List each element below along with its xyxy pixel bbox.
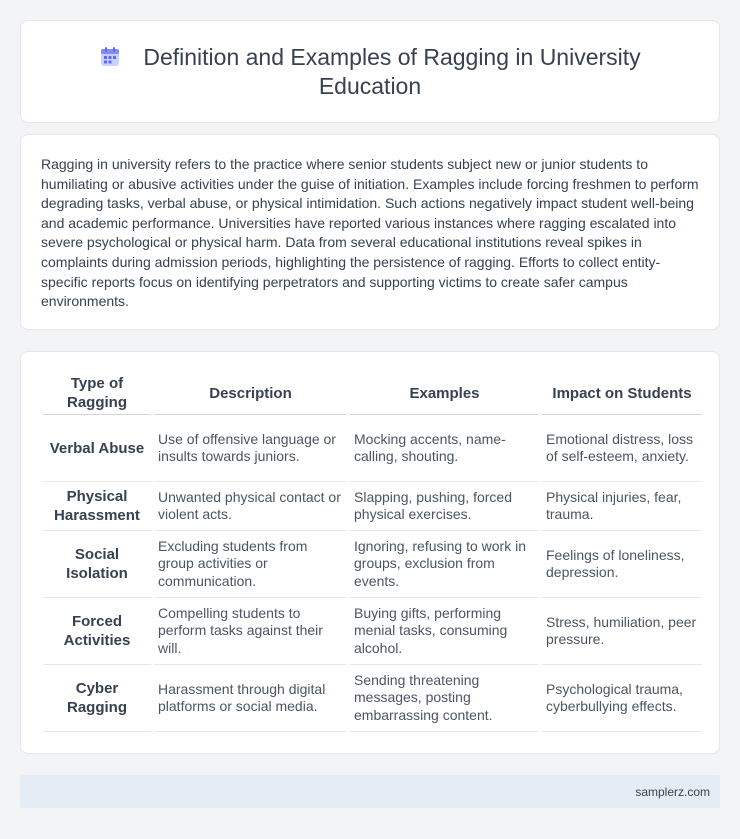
table-row: [43, 415, 702, 482]
table-card: [20, 351, 720, 754]
table-row: [43, 482, 702, 531]
page-title-text: Definition and Examples of Ragging in University Education: [143, 43, 641, 99]
description-cell: Excluding students from group activities or communication.: [154, 531, 347, 598]
column-header: Examples: [350, 372, 539, 415]
footer: [20, 775, 720, 808]
table-row: [43, 598, 702, 665]
table-row: [43, 665, 702, 732]
type-cell: Verbal Abuse: [43, 415, 151, 482]
title-card: [20, 20, 720, 123]
intro-card: [20, 134, 720, 330]
table-header-row: [43, 372, 702, 415]
examples-cell: Slapping, pushing, forced physical exercises.: [350, 482, 539, 531]
description-cell: Harassment through digital platforms or social media.: [154, 665, 347, 732]
ragging-table: [40, 372, 705, 732]
column-header: Description: [154, 372, 347, 415]
impact-cell: Stress, humiliation, peer pressure.: [542, 598, 702, 665]
table-row: [43, 531, 702, 598]
calendar-icon: [99, 46, 121, 68]
examples-cell: Sending threatening messages, posting embarrassing content.: [350, 665, 539, 732]
column-header: Impact on Students: [542, 372, 702, 415]
type-cell: Cyber Ragging: [43, 665, 151, 732]
intro-paragraph: Ragging in university refers to the practice where senior students subject new or junior students to humiliating or abusive activities under the guise of initiation. Examples include forcing freshmen to perform degrading tasks, verbal abuse, or physical intimidation. Such actions negatively impact student well-being and academic performance. Universities have reported various instances where ragging escalated into severe psychological or physical harm. Data from several educational institutions reveal spikes in complaints during admission periods, highlighting the persistence of ragging. Efforts to collect entity-specific reports focus on identifying perpetrators and supporting victims to create safer campus environments.: [41, 156, 699, 310]
type-cell: Social Isolation: [43, 531, 151, 598]
type-cell: Forced Activities: [43, 598, 151, 665]
examples-cell: Ignoring, refusing to work in groups, exclusion from events.: [350, 531, 539, 598]
page-title: [70, 43, 670, 101]
description-cell: Unwanted physical contact or violent acts.: [154, 482, 347, 531]
impact-cell: Feelings of loneliness, depression.: [542, 531, 702, 598]
examples-cell: Mocking accents, name-calling, shouting.: [350, 415, 539, 482]
impact-cell: Physical injuries, fear, trauma.: [542, 482, 702, 531]
title-wrap: [70, 43, 670, 101]
column-header: Type of Ragging: [43, 372, 151, 415]
type-cell: Physical Harassment: [43, 482, 151, 531]
description-cell: Compelling students to perform tasks against their will.: [154, 598, 347, 665]
impact-cell: Psychological trauma, cyberbullying effects.: [542, 665, 702, 732]
examples-cell: Buying gifts, performing menial tasks, consuming alcohol.: [350, 598, 539, 665]
impact-cell: Emotional distress, loss of self-esteem, anxiety.: [542, 415, 702, 482]
description-cell: Use of offensive language or insults towards juniors.: [154, 415, 347, 482]
footer-site-link[interactable]: samplerz.com: [635, 784, 710, 799]
